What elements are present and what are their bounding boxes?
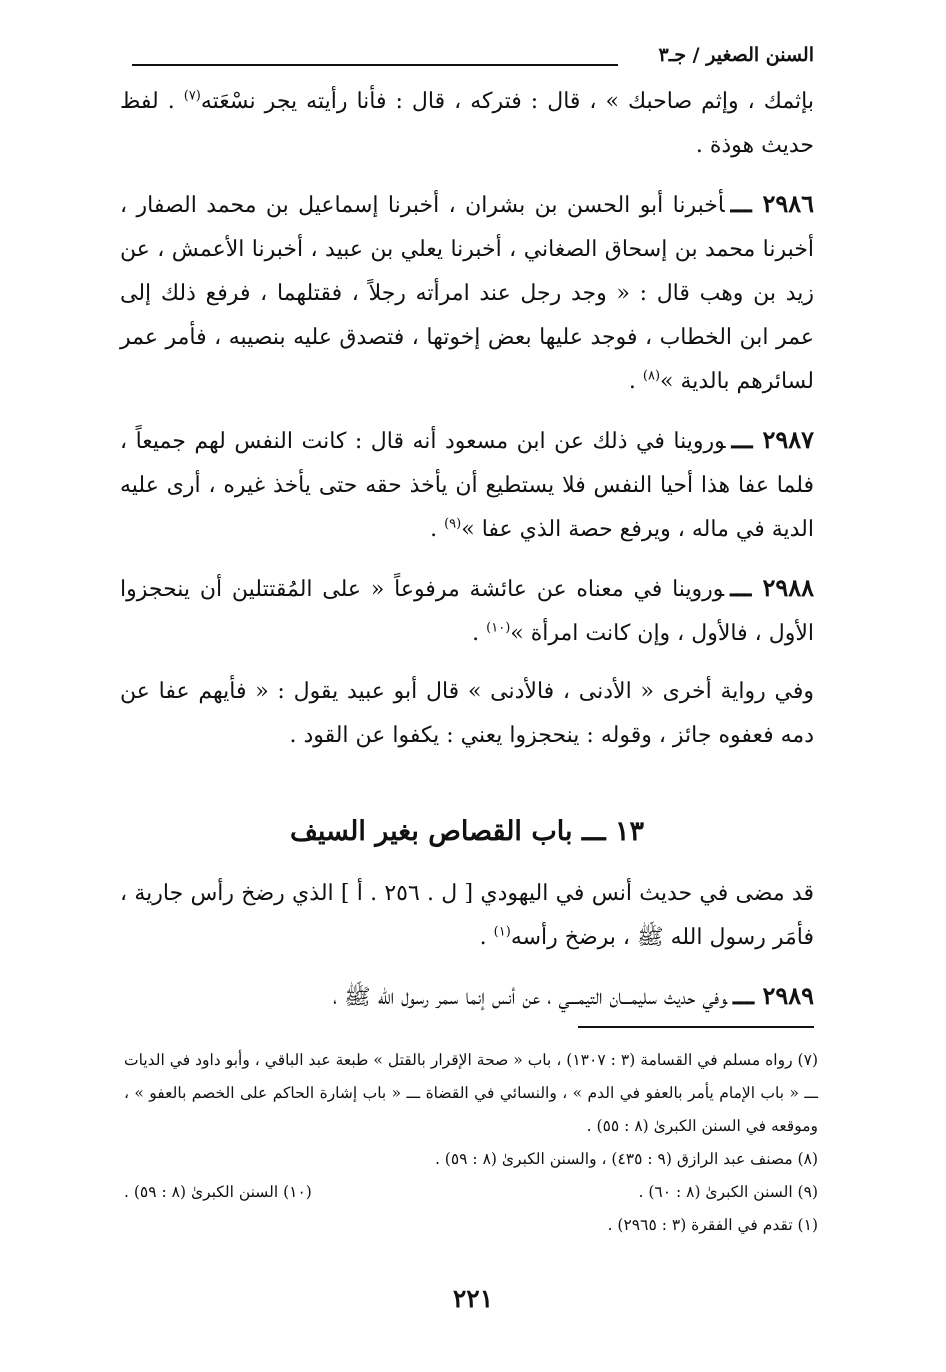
running-title: السنن الصغير / جـ٣ xyxy=(658,44,814,66)
main-text xyxy=(120,80,814,1034)
footnote-ref: (٩) xyxy=(444,516,462,532)
footnote-9: (٩) السنن الكبرىٰ (٨ : ٦٠) . xyxy=(638,1183,818,1201)
footnote-7: (٧) رواه مسلم في القسامة (٣ : ١٣٠٧) ، باب « صحة الإقرار بالقتل » طبعة عبد الباقي ، وأبو داود في الديات ـــ « باب الإمام يأمر بالعفو في الدم » ، والنسائي في القضاة ـــ « باب إشارة الحاكم على الخصم بالعفو » ، وموقعه في السنن الكبرىٰ (٨ : ٥٥) . xyxy=(124,1051,818,1135)
hadith-2989: ٢٩٨٩ ـــوفي حديث سليمـــان التيمـــي ، عن أنس إنما سمر رسول الله ﷺ ، xyxy=(332,981,814,1010)
footnote-8: (٨) مصنف عبد الرازق (٩ : ٤٣٥) ، والسنن الكبرىٰ (٨ : ٥٩) . xyxy=(434,1150,818,1168)
footnote-ref: (٧) xyxy=(183,88,201,104)
paragraph-other-narration: وفي رواية أخرى « الأدنى ، فالأدنى » قال أبو عبيد يقول : « فأيهم عفا عن دمه فعفوه جائز ، وقوله : ينحجزوا يعني : يكفوا عن القود . xyxy=(120,679,814,748)
hadith-number: ٢٩٨٦ ـــ xyxy=(730,189,815,218)
hadith-2986: ٢٩٨٦ ـــأخبرنا أبو الحسن بن بشران ، أخبرنا إسماعيل بن محمد الصفار ، أخبرنا محمد بن إسحاق الصغاني ، أخبرنا يعلي بن عبيد ، أخبرنا الأعمش ، عن زيد بن وهب قال : « وجد رجل عند امرأته رجلاً ، فقتلهما ، فرفع ذلك إلى عمر ابن الخطاب ، فوجد عليها بعض إخوتها ، فتصدق عليه بنصيبه ، فأمر عمر لسائرهم بالدية »$^{(٨)}$ . xyxy=(120,189,815,394)
footnote-ref: (١٠) xyxy=(486,620,511,636)
footnote-1: (١) تقدم في الفقرة (٣ : ٢٩٦٥) . xyxy=(607,1216,818,1234)
running-header xyxy=(132,44,814,74)
hadith-2988: ٢٩٨٨ ـــوروينا في معناه عن عائشة مرفوعاً « على المُقتتلين أن ينحجزوا الأول ، فالأول ، وإن كانت امرأة »$^{(١٠)}$ . xyxy=(120,573,815,646)
paragraph-continuation: بإثمك ، وإثم صاحبك » ، قال : فتركه ، قال : فأنا رأيته يجر نسْعَته$^{(٧)}$ . لفظ حديث هوذة . xyxy=(120,88,814,158)
footnote-10: (١٠) السنن الكبرىٰ (٨ : ٥٩) . xyxy=(124,1183,312,1201)
hadith-number: ٢٩٨٧ ـــ xyxy=(731,425,814,454)
footnote-rule xyxy=(578,1026,814,1028)
page-number: ٢٢١ xyxy=(452,1284,494,1313)
chapter-heading: ١٣ ـــ باب القصاص بغير السيف xyxy=(289,816,645,847)
footnote-row xyxy=(124,1176,818,1209)
hadith-number: ٢٩٨٩ ـــ xyxy=(732,981,814,1010)
footnote-ref: (١) xyxy=(493,924,511,940)
footnote-ref: (٨) xyxy=(642,368,661,384)
hadith-2987: ٢٩٨٧ ـــوروينا في ذلك عن ابن مسعود أنه قال : كانت النفس لهم جميعاً ، فلما عفا هذا أحيا النفس فلا يستطيع أن يأخذ حقه حتى يأخذ غيره ، أرى عليه الدية في ماله ، ويرفع حصة الذي عفا »$^{(٩)}$ . xyxy=(120,425,814,542)
header-rule xyxy=(132,64,618,66)
footnotes xyxy=(124,1044,818,1242)
hadith-number: ٢٩٨٨ ـــ xyxy=(730,573,815,602)
paragraph-chapter-intro: قد مضى في حديث أنس في اليهودي [ ل . ٢٥٦ . أ ] الذي رضخ رأس جارية ، فأمَر رسول الله ﷺ ، برضخ رأسه$^{(١)}$ . xyxy=(120,881,814,950)
